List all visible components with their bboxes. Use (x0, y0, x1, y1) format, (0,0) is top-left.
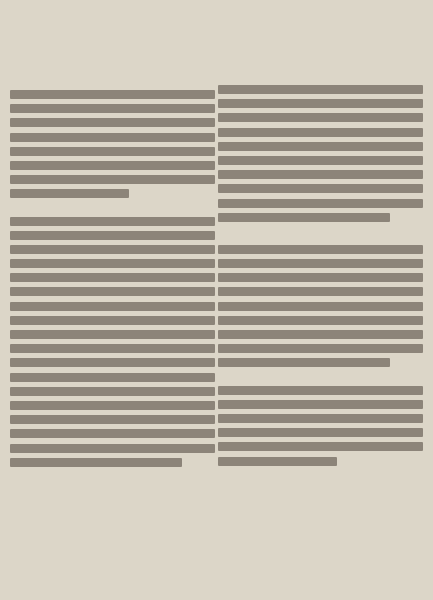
left-paragraph-2 (10, 217, 215, 467)
right-opening-paragraph (218, 85, 423, 222)
right-paragraph-1 (218, 245, 423, 368)
right-paragraph-2 (218, 386, 423, 466)
right-column (218, 80, 423, 471)
left-paragraph-1 (10, 90, 215, 198)
left-column (10, 80, 215, 472)
